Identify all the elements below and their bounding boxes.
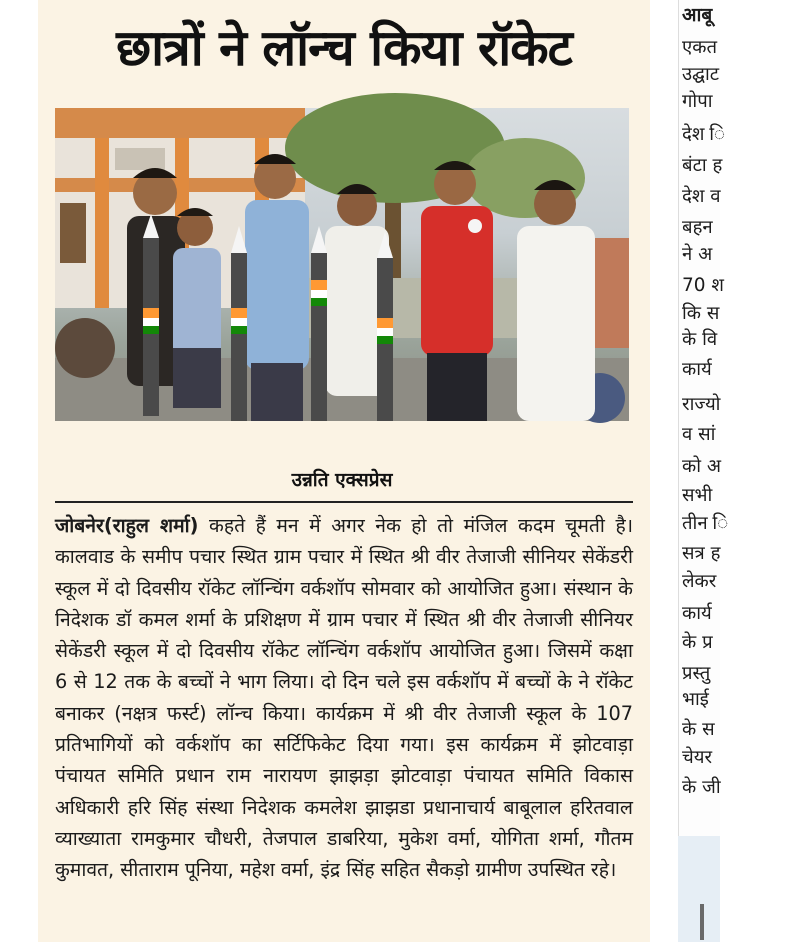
body-line: है। कालवाड के समीप पचार स्थित ग्राम पचार में स्थित श्री वीर तेजाजी xyxy=(55,514,634,569)
side-line: सत्र ह xyxy=(682,543,721,564)
side-line: राज्यो xyxy=(682,394,721,415)
side-heading: आबू xyxy=(682,4,713,26)
side-line: ने अ xyxy=(682,244,713,265)
byline-divider xyxy=(55,501,633,503)
side-line: कार्य xyxy=(682,603,712,624)
side-line: गोपा xyxy=(682,91,713,112)
side-line: भाई xyxy=(682,689,709,710)
side-line: देश व xyxy=(682,186,721,207)
side-line: कार्य xyxy=(682,359,712,380)
article-photo xyxy=(55,108,629,421)
side-line: कि स xyxy=(682,303,720,324)
body-line: फर्स्ट) लॉन्च किया। कार्यक्रम में श्री वीर तेजाजी स्कूल के 107 xyxy=(166,701,633,725)
side-line: को अ xyxy=(682,456,722,477)
side-line: 70 श xyxy=(682,275,725,296)
body-line: महेश वर्मा, इंद्र सिंह सहित सैकड़ो ग्रामीण उपस्थित रहे। xyxy=(239,858,617,882)
side-line: तीन ि xyxy=(682,513,729,534)
side-line: उद्घाट xyxy=(682,64,720,85)
column-gutter xyxy=(650,0,678,942)
rocket-1 xyxy=(143,214,159,416)
article-body xyxy=(55,510,633,886)
article-headline: छात्रों ने लॉन्च किया रॉकेट xyxy=(116,19,572,77)
body-line: भाग लिया। दो दिन चले इस वर्कशॉप में बच्चों के ने रॉकेट बनाकर (नक्षत्र xyxy=(55,670,633,725)
side-line: के प्र xyxy=(682,632,713,653)
body-line: प्रतिभागियों को वर्कशॉप का सर्टिफिकेट दिया गया। इस कार्यक्रम में xyxy=(55,733,561,757)
rocket-2 xyxy=(231,226,247,421)
body-line: प्रधानाचार्य बाबूलाल हरितवाल व्याख्याता रामकुमार चौधरी, तेजपाल xyxy=(55,795,633,850)
body-line: कहते हैं मन में अगर नेक हो तो मंजिल कदम चूमती xyxy=(198,514,605,537)
side-line: लेकर xyxy=(682,571,717,592)
rocket-3 xyxy=(311,226,327,421)
body-line: समिति विकास अधिकारी हरि सिंह संस्था निदेशक कमलेश झाझडा xyxy=(55,764,633,819)
side-line: बहन xyxy=(682,217,713,238)
side-line: बंटा ह xyxy=(682,155,723,176)
side-line: सभी xyxy=(682,485,713,506)
side-line: व सां xyxy=(682,424,716,445)
side-line: देश ि xyxy=(682,124,725,145)
side-line: चेयर xyxy=(682,747,713,768)
article-byline: उन्नति एक्सप्रेस xyxy=(291,469,393,491)
news-article xyxy=(38,0,650,942)
left-margin xyxy=(0,0,38,942)
body-line: झोटवाड़ा पंचायत समिति प्रधान राम नारायण झाझड़ा झोटवाड़ा पंचायत xyxy=(55,733,633,788)
side-line: प्रस्तु xyxy=(682,663,711,684)
body-line: सीनियर सेकेंडरी स्कूल में दो दिवसीय रॉकेट लॉन्चिंग वर्कशॉप सोमवार को xyxy=(55,545,633,600)
side-line: के जी xyxy=(682,777,721,798)
body-line: डाबरिया, मुकेश वर्मा, योगिता शर्मा, गौतम कुमावत, सीताराम पूनिया, xyxy=(55,826,633,882)
adjacent-article-column xyxy=(678,0,729,942)
side-box-mark xyxy=(700,904,704,940)
rocket-4 xyxy=(377,232,393,421)
article-dateline: जोबनेर(राहुल शर्मा) xyxy=(55,514,199,537)
side-line: के वि xyxy=(682,329,718,350)
side-line: के स xyxy=(682,719,715,740)
body-line: लॉन्चिंग वर्कशॉप आयोजित हुआ। जिसमें कक्षा 6 से 12 तक के बच्चों ने xyxy=(55,639,633,694)
side-shaded-box xyxy=(678,836,720,942)
body-line: आयोजित हुआ। संस्थान के निदेशक डॉ कमल शर्मा के प्रशिक्षण में ग्राम xyxy=(55,576,633,631)
side-line: एकत xyxy=(682,37,717,58)
students-with-rockets-image xyxy=(55,108,629,421)
body-line: पचार में स्थित श्री वीर तेजाजी सीनियर सेकेंडरी स्कूल में दो दिवसीय रॉकेट xyxy=(55,607,633,663)
